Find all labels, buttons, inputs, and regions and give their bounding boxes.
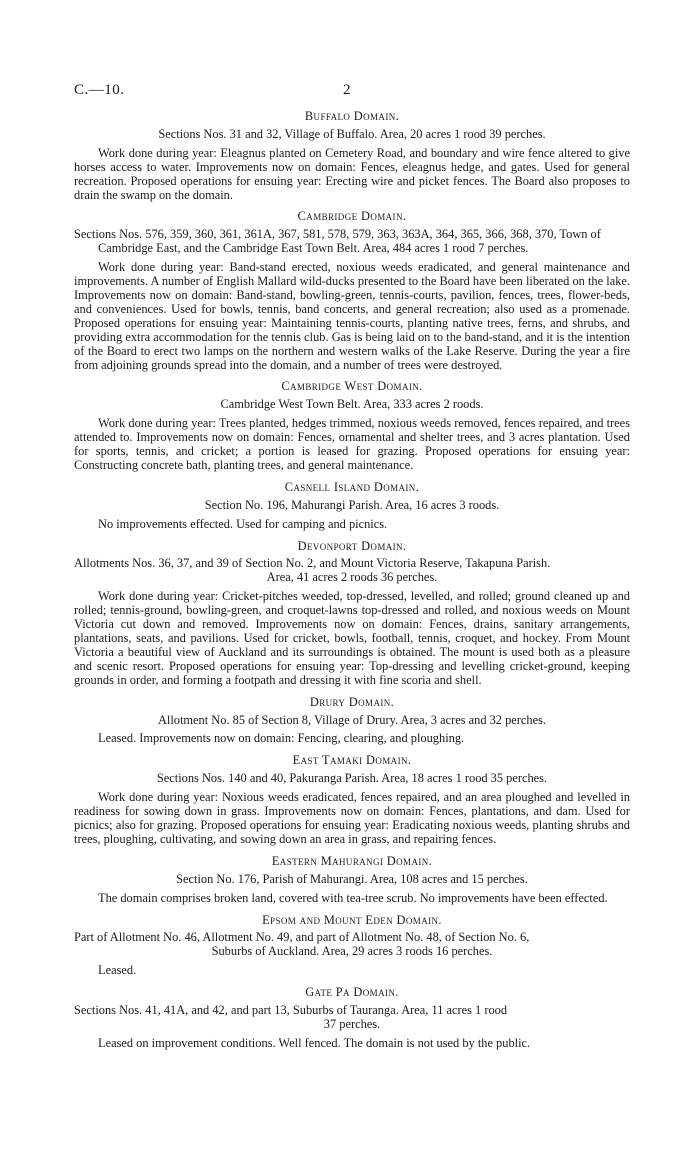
- domain-title: Casnell Island Domain.: [284, 479, 420, 494]
- domain-paragraph: Leased.: [98, 963, 137, 978]
- domain-title: East Tamaki Domain.: [292, 753, 412, 768]
- domain-location: Section No. 196, Mahurangi Parish. Area, 16 acres 3 roods.: [204, 497, 500, 512]
- domain-title: Gate Pa Domain.: [305, 985, 399, 1000]
- domain-location: Sections Nos. 576, 359, 360, 361, 361A, 367, 581, 578, 579, 363, 363A, 364, 365, 366, 368, 370, Town of Cambridge East, and the Cambridge East Town Belt. Area, 484 acres 1 rood 7 perches.: [74, 227, 601, 256]
- domain-title: Cambridge West Domain.: [281, 379, 423, 394]
- domain-location-continued: Suburbs of Auckland. Area, 29 acres 3 roods 16 perches.: [211, 944, 493, 959]
- report-reference: C.—10.: [74, 82, 125, 98]
- domain-location: Sections Nos. 31 and 32, Village of Buffalo. Area, 20 acres 1 rood 39 perches.: [158, 126, 546, 141]
- domain-list: [74, 110, 630, 1051]
- domain-location: Section No. 176, Parish of Mahurangi. Area, 108 acres and 15 perches.: [176, 871, 528, 886]
- domain-paragraph: No improvements effected. Used for camping and picnics.: [98, 516, 388, 531]
- domain-location: Allotments Nos. 36, 37, and 39 of Section No. 2, and Mount Victoria Reserve, Takapuna Parish.: [74, 556, 551, 571]
- domain-title: Eastern Mahurangi Domain.: [271, 853, 433, 868]
- domain-paragraph: Work done during year: Band-stand erected, noxious weeds eradicated, and general maintenance and improvements. A number of English Mallard wild-ducks presented to the Board have been liberated on the lake. Improvements now on domain: Band-stand, bowling-green, tennis-courts, pavilion, fences, trees, flower-beds, and conveniences. Used for bowls, tennis, band concerts, and general recreation; also used as a promenade. Proposed operations for ensuing year: Maintaining tennis-courts, planting native trees, ferns, and shrubs, and providing extra accommodation for the tennis club. Gas is being laid on to the band-stand, and it is the intention of the Board to erect two lamps on the northern and western walks of the Lake Reserve. During the year a fire from adjoining grounds spread into the domain, and a number of trees were destroyed.: [74, 260, 630, 372]
- domain-title: Drury Domain.: [309, 694, 395, 709]
- domain-location: Part of Allotment No. 46, Allotment No. 49, and part of Allotment No. 48, of Section No. 6,: [74, 930, 530, 945]
- domain-location: Cambridge West Town Belt. Area, 333 acres 2 roods.: [220, 397, 484, 412]
- domain-paragraph: Leased on improvement conditions. Well fenced. The domain is not used by the public.: [98, 1035, 531, 1050]
- domain-location-continued: 37 perches.: [323, 1016, 381, 1031]
- domain-paragraph: Leased. Improvements now on domain: Fencing, clearing, and ploughing.: [98, 731, 465, 746]
- domain-paragraph: The domain comprises broken land, covered with tea-tree scrub. No improvements have been effected.: [98, 890, 608, 905]
- domain-title: Cambridge Domain.: [297, 209, 407, 224]
- domain-title: Buffalo Domain.: [304, 109, 400, 123]
- domain-paragraph: Work done during year: Noxious weeds eradicated, fences repaired, and an area ploughed and levelled in readiness for sowing down in grass. Improvements now on domain: Fences, plantations, and dam. Used for picnics; also for grazing. Proposed operations for ensuing year: Eradicating noxious weeds, planting shrubs and trees, ploughing, cultivating, and sowing down an area in grass, and repairing fences.: [74, 790, 630, 846]
- domain-location: Sections Nos. 140 and 40, Pakuranga Parish. Area, 18 acres 1 rood 35 perches.: [156, 771, 548, 786]
- domain-location-continued: Area, 41 acres 2 roods 36 perches.: [266, 570, 438, 585]
- domain-paragraph: Work done during year: Trees planted, hedges trimmed, noxious weeds removed, fences repaired, and trees attended to. Improvements now on domain: Fences, ornamental and shelter trees, and 3 acres plantation. Used for sports, tennis, and cricket; a portion is leased for grazing. Proposed operations for ensuing year: Constructing concrete bath, planting trees, and general maintenance.: [74, 416, 630, 472]
- domain-location: Sections Nos. 41, 41A, and 42, and part 13, Suburbs of Tauranga. Area, 11 acres 1 rood: [74, 1003, 508, 1018]
- domain-paragraph: Work done during year: Eleagnus planted on Cemetery Road, and boundary and wire fence altered to give horses access to water. Improvements now on domain: Fences, eleagnus hedge, and gates. Used for general recreation. Proposed operations for ensuing year: Erecting wire and picket fences. The Board also proposes to drain the swamp on the domain.: [74, 145, 630, 202]
- page-number: 2: [343, 82, 351, 98]
- domain-title: Devonport Domain.: [297, 538, 407, 553]
- domain-title: Epsom and Mount Eden Domain.: [262, 912, 442, 927]
- domain-paragraph: Work done during year: Cricket-pitches weeded, top-dressed, levelled, and rolled; ground cleaned up and rolled; tennis-ground, bowling-green, and croquet-lawns top-dressed and rolled, and noxious weeds on Mount Victoria cut down and removed. Improvements now on domain: Fences, drains, sanitary arrangements, plantations, seats, and pavilions. Used for cricket, bowls, football, tennis, croquet, and hockey. From Mount Victoria a beautiful view of Auckland and its surroundings is obtained. The mount is used both as a pleasure and scenic resort. Proposed operations for ensuing year: Top-dressing and levelling cricket-ground, keeping grounds in order, and forming a footpath and dressing it with fine scoria and shell.: [74, 589, 630, 687]
- domain-location: Allotment No. 85 of Section 8, Village of Drury. Area, 3 acres and 32 perches.: [157, 712, 547, 727]
